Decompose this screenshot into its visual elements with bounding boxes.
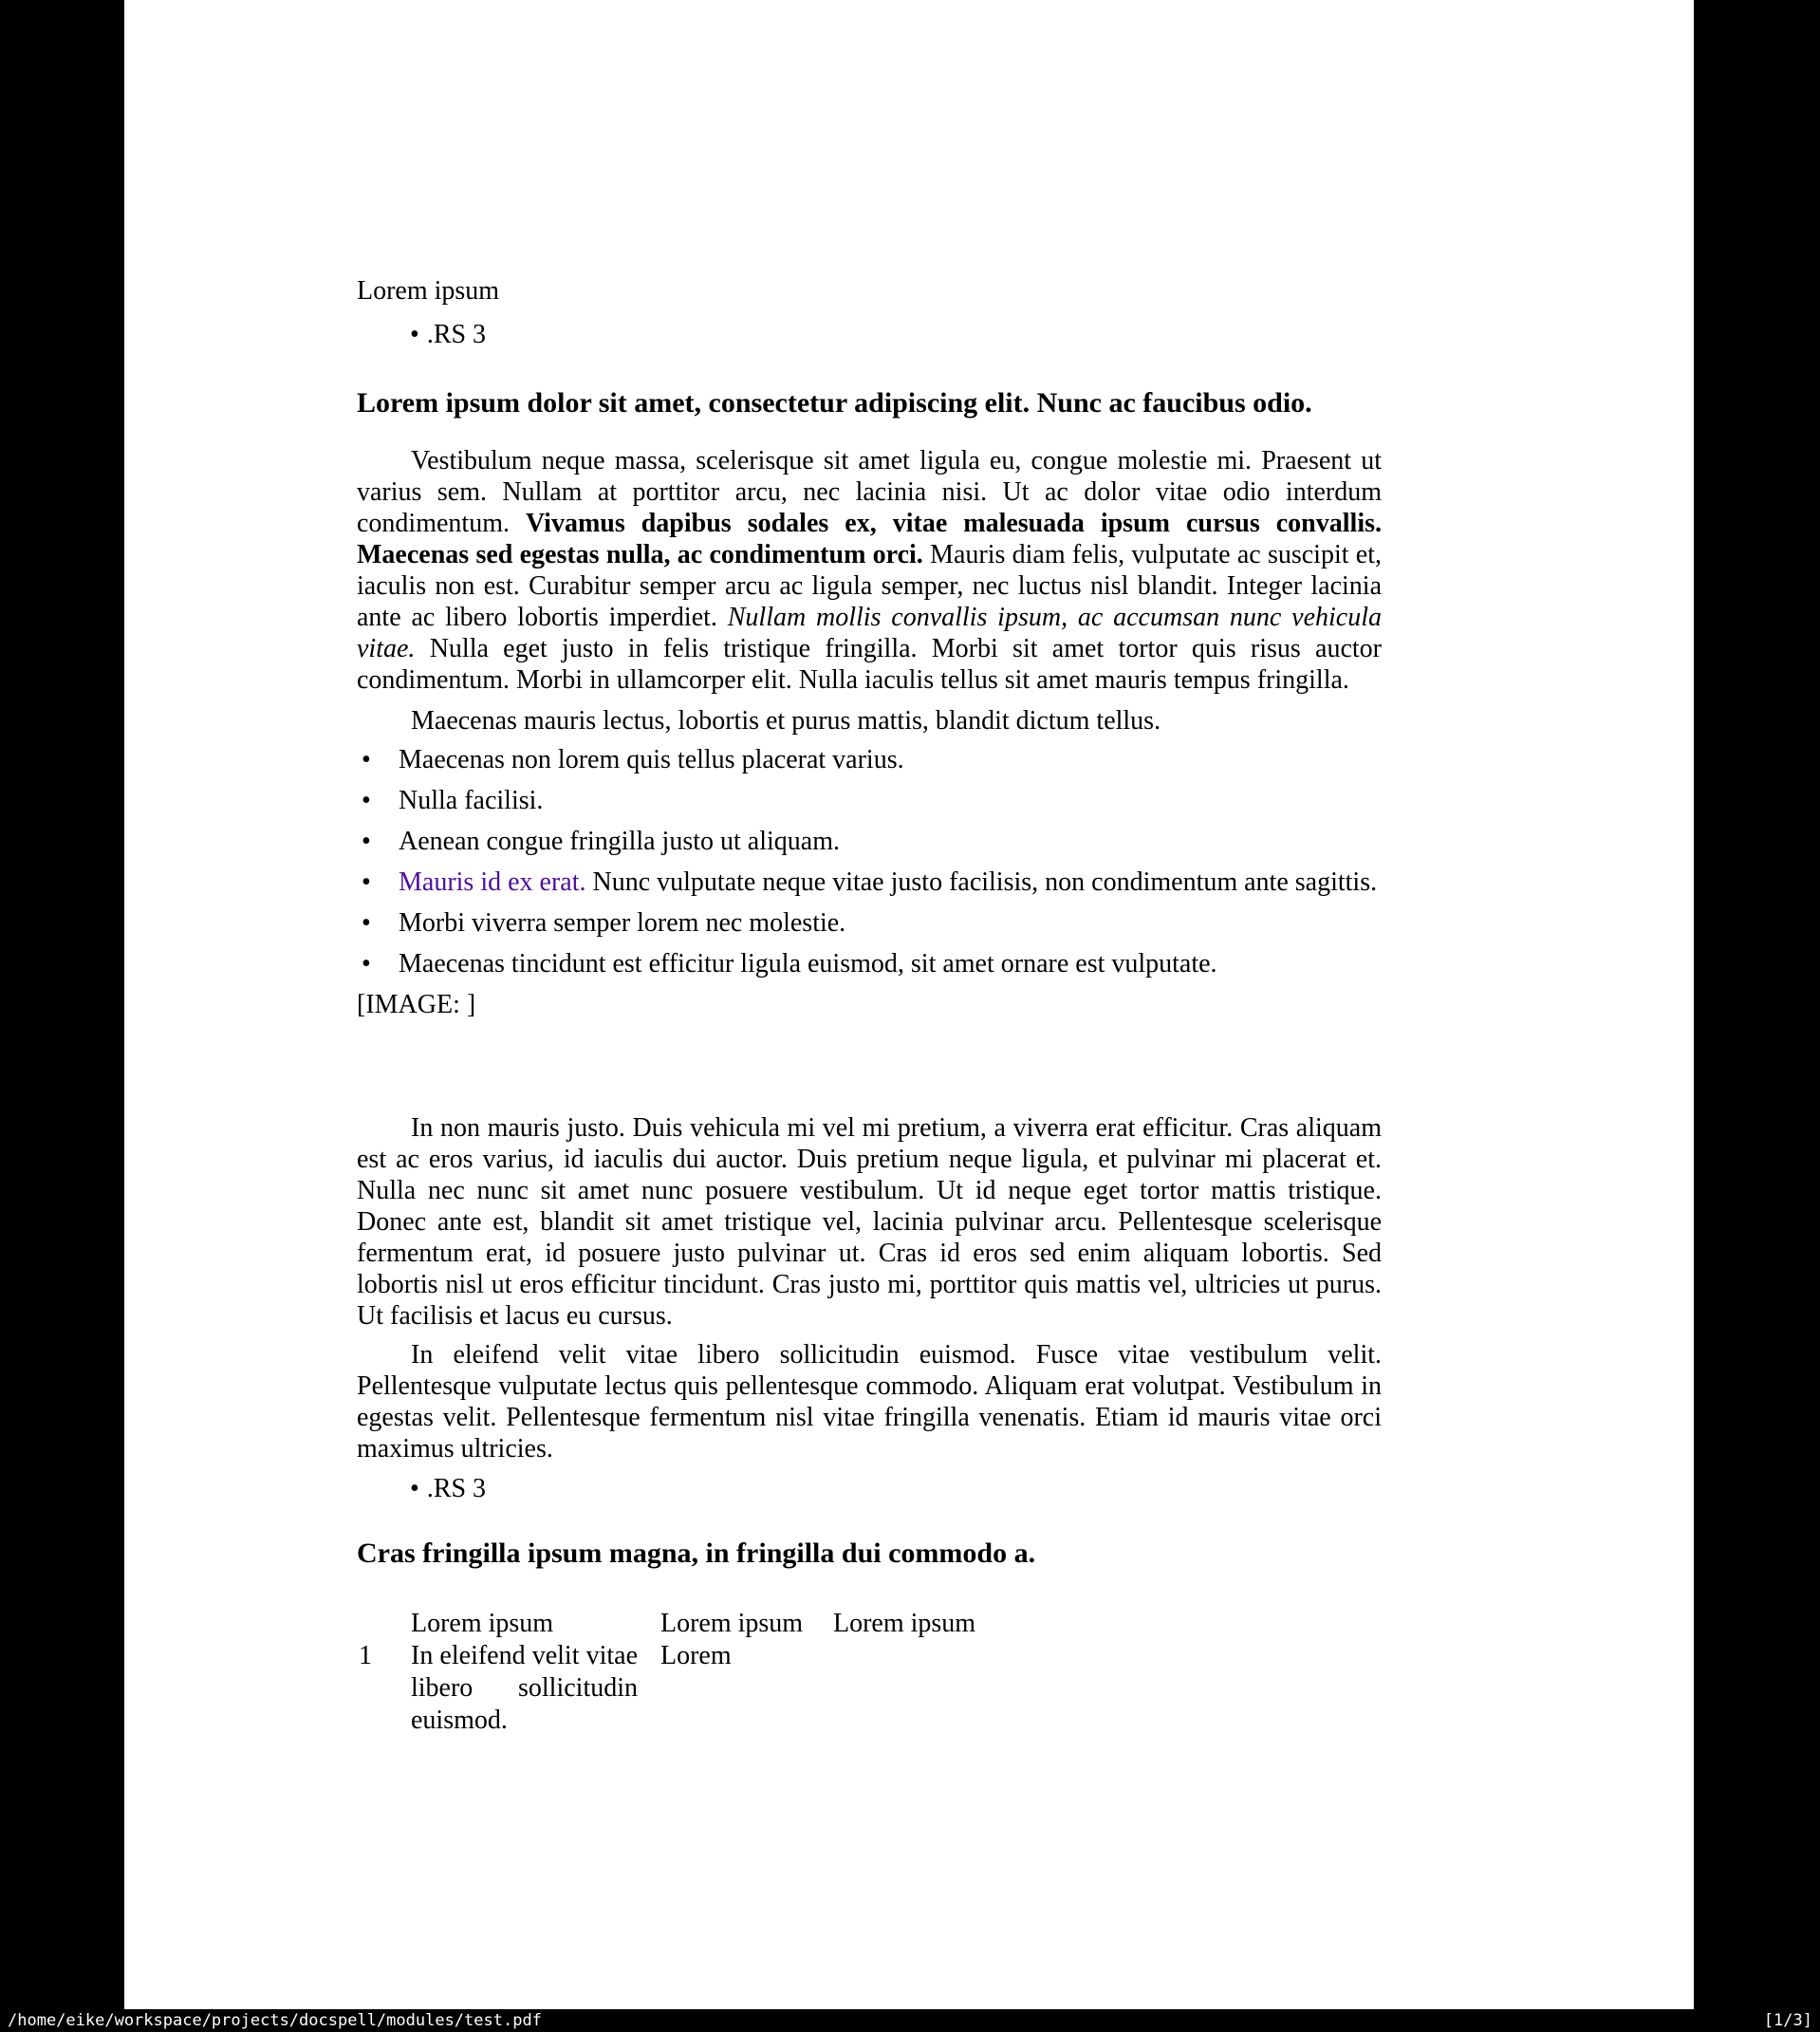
- bullet-icon: •: [410, 1474, 419, 1503]
- list-item-text: Morbi viverra semper lorem nec molestie.: [399, 908, 846, 938]
- bullet-icon: •: [410, 320, 419, 349]
- bullet-icon: •: [362, 908, 371, 938]
- pdf-hyperlink[interactable]: Mauris id ex erat.: [399, 867, 586, 897]
- bullet-icon: •: [362, 745, 371, 774]
- intro-label: Lorem ipsum: [357, 276, 500, 306]
- document-page[interactable]: [124, 0, 1694, 2009]
- list-item-text: Nulla facilisi.: [399, 786, 544, 815]
- list-item-text: Maecenas tincidunt est efficitur ligula euismod, sit amet ornare est vulputate.: [399, 949, 1217, 979]
- status-bar-page-indicator: [1/3]: [1763, 2011, 1812, 2030]
- paragraph-1-italic-text: Nullam mollis convallis ipsum, ac accumsan nunc vehicula vitae.: [357, 603, 1382, 663]
- paragraph-1-bold-text: Vivamus dapibus sodales ex, vitae malesuada ipsum cursus convallis. Maecenas sed egestas nulla, ac condimentum orci.: [357, 509, 1382, 569]
- rs-macro-item: [357, 319, 1382, 350]
- table-cell: [833, 1640, 1382, 1737]
- table-cell: Lorem: [660, 1641, 732, 1670]
- section-heading-2: Cras fringilla ipsum magna, in fringilla dui commodo a.: [357, 1538, 1036, 1569]
- table-header-cell: Lorem ipsum: [833, 1609, 976, 1638]
- list-item-text: Nunc vulputate neque vitae justo facilisis, non condimentum ante sagittis.: [585, 867, 1378, 897]
- list-item: [357, 744, 1382, 775]
- document-content: [357, 0, 1382, 1737]
- list-item: [357, 785, 1382, 816]
- paragraph-1: [357, 445, 1382, 696]
- image-placeholder-text: [IMAGE: ]: [357, 990, 476, 1019]
- table-row-number: 1: [359, 1641, 372, 1670]
- lead-line: Maecenas mauris lectus, lobortis et purus mattis, blandit dictum tellus.: [411, 706, 1161, 736]
- rs-macro-item: [357, 1473, 1382, 1504]
- bullet-list: [357, 744, 1382, 979]
- data-table: [357, 1608, 1382, 1737]
- table-header-cell: Lorem ipsum: [660, 1609, 804, 1638]
- list-item: [357, 867, 1382, 898]
- paragraph-4: In eleifend velit vitae libero sollicitudin euismod. Fusce vitae vestibulum velit. Pellentesque vulputate lectus quis pellentesque commodo. Aliquam erat volutpat. Vestibulum in egestas velit. Pellentesque fermentum nisl vitae fringilla venenatis. Etiam id mauris vitae orci maximus ultricies.: [357, 1340, 1382, 1463]
- section-heading-1: Lorem ipsum dolor sit amet, consectetur adipiscing elit. Nunc ac faucibus odio.: [357, 387, 1312, 419]
- list-item: [357, 907, 1382, 939]
- table-cell: In eleifend velit vitae libero sollicitudin euismod.: [411, 1641, 638, 1735]
- bullet-icon: •: [362, 827, 371, 856]
- status-bar-file-path: /home/eike/workspace/projects/docspell/modules/test.pdf: [8, 2011, 542, 2030]
- bullet-icon: •: [362, 786, 371, 815]
- table-header-cell: Lorem ipsum: [411, 1609, 554, 1638]
- rs-macro-text: .RS 3: [426, 1474, 487, 1503]
- status-bar: [0, 2009, 1820, 2032]
- table-header-spacer: [357, 1608, 411, 1640]
- bullet-icon: •: [362, 949, 371, 979]
- list-item-text: Aenean congue fringilla justo ut aliquam.: [399, 827, 840, 856]
- paragraph-1-text: Nulla eget justo in felis tristique fringilla. Morbi sit amet tortor quis risus auctor condimentum. Morbi in ullamcorper elit. Nulla iaculis tellus sit amet mauris tempus fringilla.: [357, 634, 1382, 695]
- rs-macro-text: .RS 3: [426, 320, 487, 349]
- paragraph-3: In non mauris justo. Duis vehicula mi vel mi pretium, a viverra erat efficitur. Cras aliquam est ac eros varius, id iaculis dui auctor. Duis pretium neque ligula, et pulvinar mi placerat et. Nulla nec nunc sit amet nunc posuere vestibulum. Ut id neque eget tortor mattis tristique. Donec ante est, blandit sit amet tristique vel, lacinia pulvinar arcu. Pellentesque scelerisque fermentum erat, id posuere justo pulvinar ut. Cras id eros sed enim aliquam lobortis. Sed lobortis nisl ut eros efficitur tincidunt. Cras justo mi, porttitor quis mattis vel, ultricies ut purus. Ut facilisis et lacus eu cursus.: [357, 1113, 1382, 1331]
- list-item: [357, 826, 1382, 857]
- paragraph-1-text: Vestibulum neque massa, scelerisque sit amet ligula eu, congue molestie mi. Praesent ut varius sem. Nullam at porttitor arcu, nec lacinia nisi. Ut ac dolor vitae odio interdum condimentum.: [357, 446, 1382, 538]
- list-item-text: Maecenas non lorem quis tellus placerat varius.: [399, 745, 904, 774]
- list-item: [357, 948, 1382, 979]
- paragraph-1-text: Mauris diam felis, vulputate ac suscipit et, iaculis non est. Curabitur semper arcu ac ligula semper, nec luctus nisl blandit. Integer lacinia ante ac libero lobortis imperdiet.: [357, 540, 1382, 632]
- bullet-icon: •: [362, 867, 371, 897]
